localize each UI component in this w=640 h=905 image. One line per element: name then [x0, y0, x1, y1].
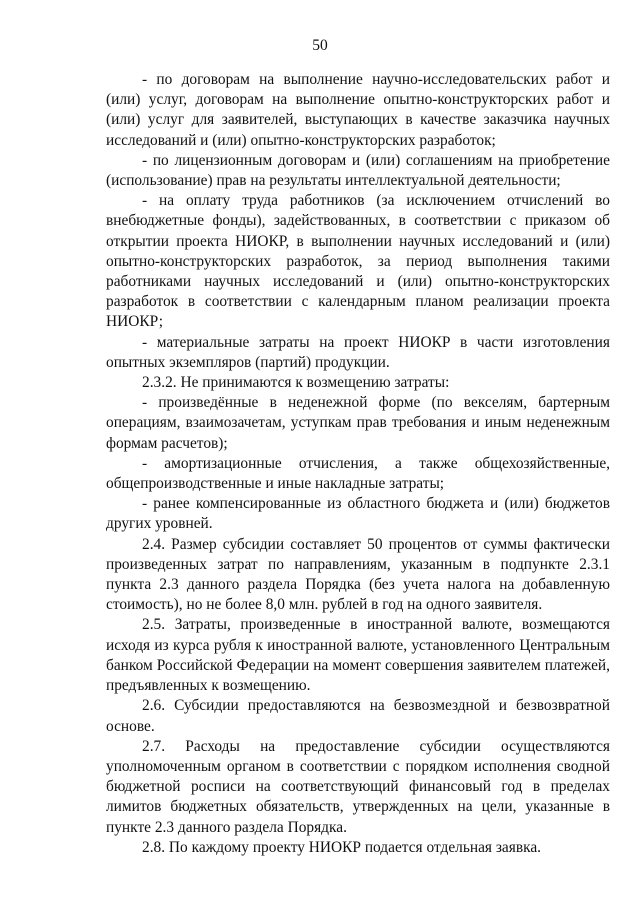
paragraph-previously-compensated: - ранее компенсированные из областного бюджета и (или) бюджетов других уровней. [106, 495, 610, 533]
paragraph-2-3-2-heading: 2.3.2. Не принимаются к возмещению затраты: [142, 374, 450, 392]
paragraph-2-4-subsidy-size: 2.4. Размер субсидии составляет 50 процентов от суммы фактически произведенных затрат по направлениям, указанным в подпункте 2.3.1 пункта 2.3 данного раздела Порядка (без учета налога на добавленную стоимость), но не более 8,0 млн. рублей в год на одного заявителя. [106, 535, 610, 614]
paragraph-non-monetary: - произведённые в неденежной форме (по векселям, бартерным операциям, взаимозачетам, уступкам прав требования и иным неденежным формам расчетов); [106, 394, 610, 452]
paragraph-2-5-foreign-currency: 2.5. Затраты, произведенные в иностранной валюте, возмещаются исходя из курса рубля к иностранной валюте, установленного Центральным банком Российской Федерации на момент совершения заявителем платежей, предъявленных к возмещению. [106, 616, 610, 695]
document-body [106, 70, 610, 858]
paragraph-license-agreements: - по лицензионным договорам и (или) соглашениям на приобретение (использование) прав на результаты интеллектуальной деятельности; [106, 151, 610, 190]
paragraph-depreciation: - амортизационные отчисления, а также общехозяйственные, общепроизводственные и иные накладные затраты; [106, 454, 610, 493]
paragraph-2-8-separate-application: 2.8. По каждому проекту НИОКР подается отдельная заявка. [142, 838, 542, 856]
paragraph-labor-costs: - на оплату труда работников (за исключением отчислений во внебюджетные фонды), задействованных, в соответствии с приказом об открытии проекта НИОКР, в выполнении научных исследований и (или) опытно-конструкторских разработок, за период выполнения такими работниками научных исследований и (или) опытно-конструкторских разработок в соответствии с календарным планом реализации проекта НИОКР; [106, 192, 610, 331]
paragraph-material-costs: - материальные затраты на проект НИОКР в части изготовления опытных экземпляров (партий) продукции. [106, 333, 610, 371]
page-number: 50 [312, 37, 328, 54]
paragraph-contracts-rnd: - по договорам на выполнение научно-исследовательских работ и (или) услуг, договорам на выполнение опытно-конструкторских работ и (или) услуг для заявителей, выступающих в качестве заказчика научных исследований и (или) опытно-конструкторских разработок; [106, 71, 610, 149]
paragraph-2-7-expenditures: 2.7. Расходы на предоставление субсидии осуществляются уполномоченным органом в соответствии с порядком исполнения сводной бюджетной росписи на соответствующий финансовый год в пределах лимитов бюджетных обязательств, утвержденных на цели, указанные в пункте 2.3 данного раздела Порядка. [106, 737, 610, 836]
paragraph-2-6-non-repayable: 2.6. Субсидии предоставляются на безвозмездной и безвозвратной основе. [106, 697, 610, 735]
